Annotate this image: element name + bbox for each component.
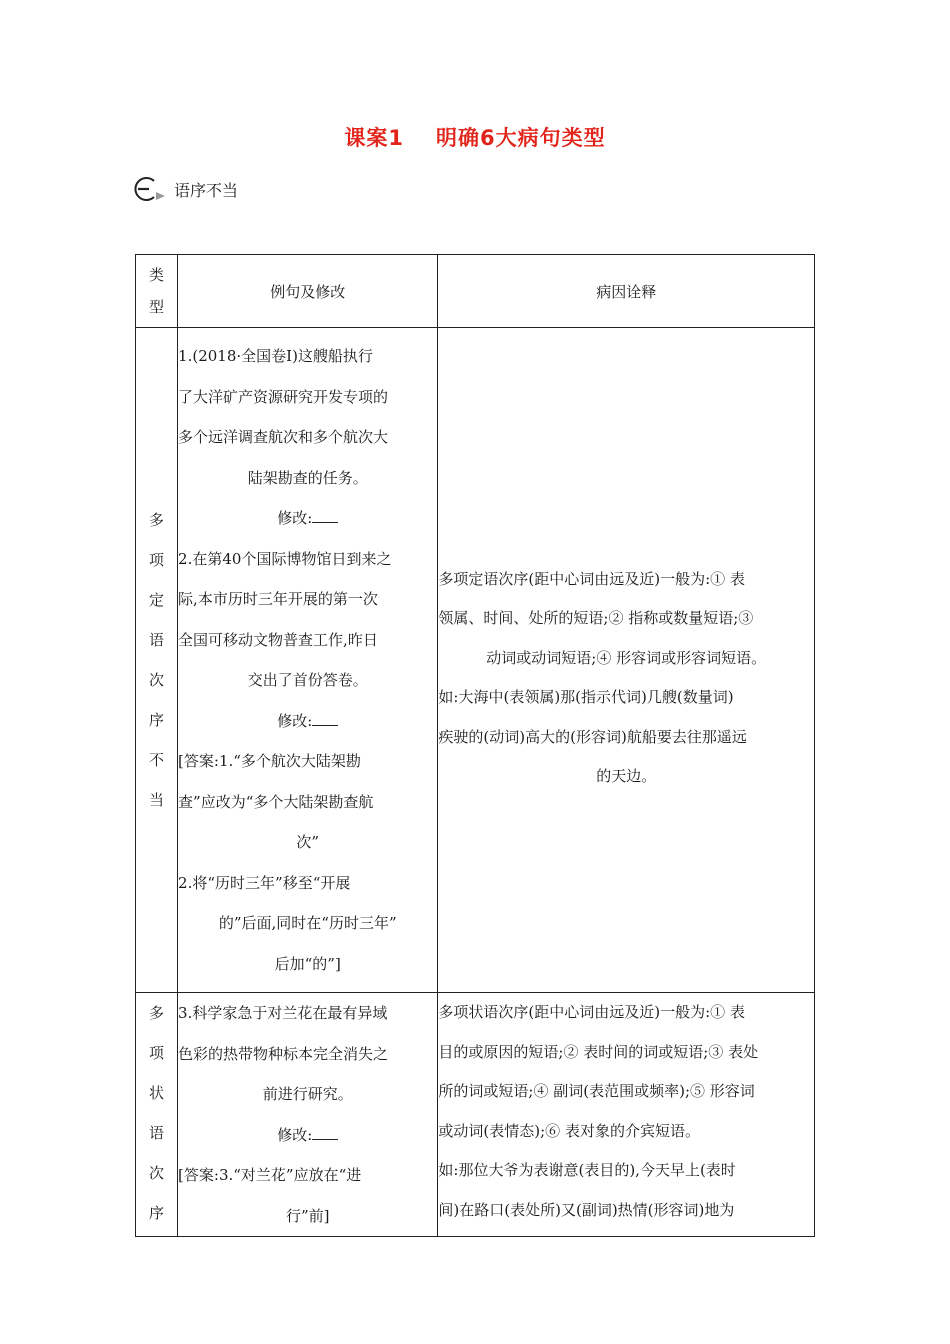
example-line: 交出了首份答卷。 bbox=[247, 671, 368, 689]
header-example: 例句及修改 bbox=[178, 255, 438, 328]
type-char: 项 bbox=[149, 1044, 165, 1062]
example-line: 2.将“历时三年”移至“开展 bbox=[178, 873, 351, 892]
answer-blank bbox=[312, 508, 338, 523]
example-line: 色彩的热带物种标本完全消失之 bbox=[178, 1044, 389, 1063]
example-line: 修改: bbox=[178, 701, 437, 742]
type-label bbox=[136, 993, 177, 1233]
table-row bbox=[136, 993, 815, 1237]
example-line: 次” bbox=[296, 833, 320, 851]
reason-line: 多项状语次序(距中心词由远及近)一般为:① 表 bbox=[438, 1003, 745, 1021]
type-char: 语 bbox=[149, 1124, 165, 1142]
type-char: 状 bbox=[149, 1084, 165, 1102]
example-line: 查”应改为“多个大陆架勘查航 bbox=[178, 792, 374, 811]
example-line: 多个远洋调查航次和多个航次大 bbox=[178, 428, 389, 446]
example-text bbox=[178, 336, 437, 984]
header-type bbox=[136, 255, 178, 328]
example-line: 际,本市历时三年开展的第一次 bbox=[178, 590, 378, 608]
example-cell bbox=[178, 328, 438, 993]
reason-text bbox=[438, 993, 814, 1230]
type-char: 次 bbox=[149, 1164, 165, 1182]
reason-line: 目的或原因的短语;② 表时间的词或短语;③ 表处 bbox=[438, 1042, 759, 1061]
example-text bbox=[178, 993, 437, 1236]
example-line: [答案:1.“多个航次大陆架勘 bbox=[178, 752, 361, 770]
example-line: 了大洋矿产资源研究开发专项的 bbox=[178, 387, 389, 406]
reason-line: 领属、时间、处所的短语;② 指称或数量短语;③ bbox=[438, 609, 754, 627]
type-label bbox=[136, 500, 177, 820]
reason-line: 或动词(表情态);⑥ 表对象的介宾短语。 bbox=[438, 1121, 700, 1140]
example-line: 陆架勘查的任务。 bbox=[247, 468, 368, 487]
example-line: 后加“的”] bbox=[274, 954, 341, 973]
reason-line: 动词或动词短语;④ 形容词或形容词短语。 bbox=[486, 648, 767, 667]
type-char: 不 bbox=[149, 751, 165, 769]
example-line: [答案:3.“对兰花”应放在“进 bbox=[178, 1166, 362, 1184]
example-line: 修改: bbox=[178, 1115, 437, 1156]
example-line: 修改: bbox=[178, 498, 437, 539]
table-header-row bbox=[136, 255, 815, 328]
reason-line: 如:大海中(表领属)那(指示代词)几艘(数量词) bbox=[438, 688, 734, 706]
type-char: 序 bbox=[149, 711, 165, 729]
reason-line: 如:那位大爷为表谢意(表目的),今天早上(表时 bbox=[438, 1161, 736, 1179]
answer-blank bbox=[312, 711, 338, 726]
reason-cell bbox=[438, 328, 815, 993]
example-cell bbox=[178, 993, 438, 1237]
header-reason: 病因诠释 bbox=[438, 255, 815, 328]
type-char: 多 bbox=[149, 511, 165, 529]
type-char: 序 bbox=[149, 1204, 165, 1222]
reason-cell bbox=[438, 993, 815, 1237]
type-char: 当 bbox=[149, 791, 165, 809]
type-char: 定 bbox=[149, 591, 165, 609]
type-char: 次 bbox=[149, 671, 165, 689]
type-cell bbox=[136, 993, 178, 1237]
example-line: 全国可移动文物普查工作,昨日 bbox=[178, 630, 378, 649]
example-line: 行”前] bbox=[285, 1206, 330, 1225]
reason-line: 所的词或短语;④ 副词(表范围或频率);⑤ 形容词 bbox=[438, 1082, 755, 1100]
example-line: 2.在第40个国际博物馆日到来之 bbox=[178, 549, 392, 568]
type-char: 多 bbox=[149, 1004, 165, 1022]
reason-line: 的天边。 bbox=[596, 767, 657, 785]
answer-blank bbox=[312, 1125, 338, 1140]
lesson-topic: 明确6大病句类型 bbox=[436, 126, 606, 150]
header-type-char: 型 bbox=[149, 298, 165, 316]
example-line: 3.科学家急于对兰花在最有异域 bbox=[178, 1004, 388, 1022]
reason-line: 间)在路口(表处所)又(副词)热情(形容词)地为 bbox=[438, 1200, 735, 1219]
section-label: 语序不当 bbox=[174, 180, 239, 200]
type-char: 语 bbox=[149, 631, 165, 649]
example-line: 1.(2018·全国卷Ⅰ)这艘船执行 bbox=[178, 347, 373, 365]
example-line: 的”后面,同时在“历时三年” bbox=[218, 914, 397, 932]
section-heading bbox=[132, 176, 238, 202]
lesson-number: 课案1 bbox=[344, 126, 404, 150]
sentence-error-table bbox=[135, 254, 815, 1237]
table-row bbox=[136, 328, 815, 993]
reason-line: 疾驶的(动词)高大的(形容词)航船要去往那遥远 bbox=[438, 727, 747, 746]
type-cell bbox=[136, 328, 178, 993]
type-char: 项 bbox=[149, 551, 165, 569]
example-line: 前进行研究。 bbox=[262, 1085, 353, 1103]
page-title bbox=[0, 122, 950, 152]
reason-line: 多项定语次序(距中心词由远及近)一般为:① 表 bbox=[438, 569, 745, 588]
header-type-char: 类 bbox=[149, 266, 165, 284]
reason-text bbox=[438, 560, 814, 797]
section-number-one-icon bbox=[132, 176, 168, 202]
